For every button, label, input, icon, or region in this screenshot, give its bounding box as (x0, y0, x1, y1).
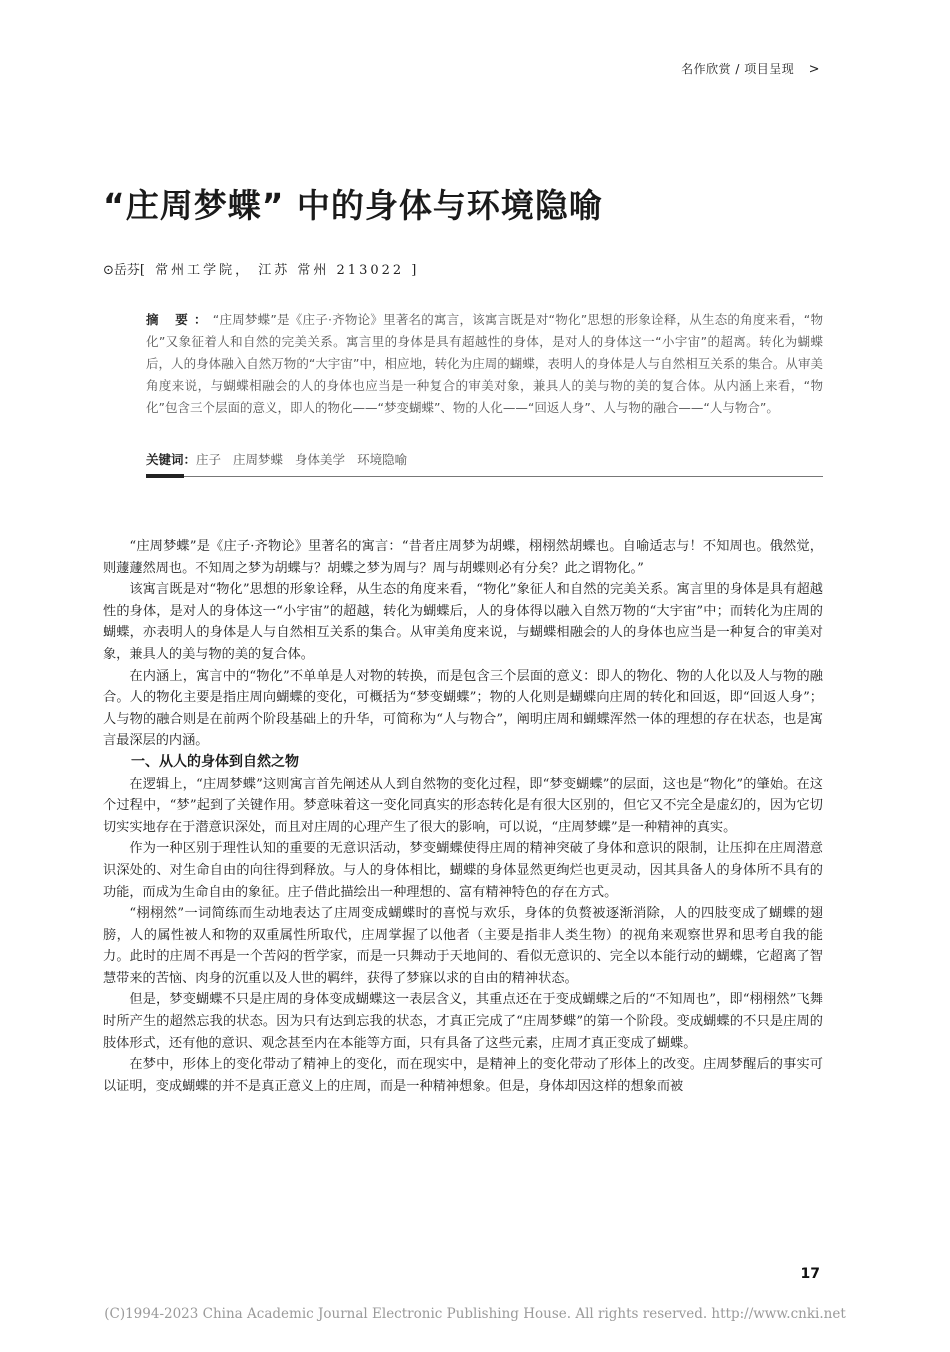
divider-accent (146, 474, 184, 478)
body-paragraph: 该寓言既是对“物化”思想的形象诠释，从生态的角度来看，“物化”象征人和自然的完美关系。寓言里的身体是具有超越性的身体，是对人的身体这一“小宇宙”的超越，转化为蝴蝶后，人的身体得以融入自然万物的“大宇宙”中；而转化为庄周的蝴蝶，亦表明人的身体是人与自然相互关系的集合。从审美角度来说，与蝴蝶相融会的人的身体也应当是一种复合的审美对象，兼具人的美与物的美的复合体。 (103, 582, 823, 662)
author-mark: ⊙ (103, 263, 114, 278)
keyword: 庄子 (196, 452, 222, 467)
article-body (103, 536, 823, 1097)
page-number: 17 (800, 1266, 820, 1282)
keywords-label: 关键词： (146, 452, 197, 467)
body-paragraph: 在逻辑上，“庄周梦蝶”这则寓言首先阐述从人到自然物的变化过程，即“梦变蝴蝶”的层面，这也是“物化”的肇始。在这个过程中，“梦”起到了关键作用。梦意味着这一变化同真实的形态转化是有很大区别的，但它又不完全是虚幻的，因为它切切实实地存在于潜意识深处，而且对庄周的心理产生了很大的影响，可以说，“庄周梦蝶”是一种精神的真实。 (103, 776, 823, 835)
body-paragraph: “栩栩然”一词简练而生动地表达了庄周变成蝴蝶时的喜悦与欢乐，身体的负赘被逐渐消除，人的四肢变成了蝴蝶的翅膀，人的属性被人和物的双重属性所取代，庄周掌握了以他者（主要是指非人类生物）的视角来观察世界和思考自我的能力。此时的庄周不再是一个苦闷的哲学家，而是一只舞动于天地间的、看似无意识的、完全以本能行动的蝴蝶，它超离了智慧带来的苦恼、肉身的沉重以及人世的羁绊，获得了梦寐以求的自由的精神状态。 (103, 906, 823, 986)
chevron-right-icon: > (808, 62, 820, 77)
keyword: 环境隐喻 (357, 452, 408, 467)
keyword: 庄周梦蝶 (233, 452, 284, 467)
divider (146, 476, 823, 477)
abstract (146, 309, 823, 419)
body-paragraph: 但是，梦变蝴蝶不只是庄周的身体变成蝴蝶这一表层含义，其重点还在于变成蝴蝶之后的“不知周也”，即“栩栩然”飞舞时所产生的超然忘我的状态。因为只有达到忘我的状态，才真正完成了“庄周梦蝶”的第一个阶段。变成蝴蝶的不只是庄周的肢体形式，还有他的意识、观念甚至内在本能等方面，只有具备了这些元素，庄周才真正变成了蝴蝶。 (103, 992, 823, 1051)
abstract-text: “庄周梦蝶”是《庄子·齐物论》里著名的寓言，该寓言既是对“物化”思想的形象诠释，从生态的角度来看，“物化”又象征着人和自然的完美关系。寓言里的身体是具有超越性的身体，是对人的身体这一“小宇宙”的超离。转化为蝴蝶后，人的身体融入自然万物的“大宇宙”中，相应地，转化为庄周的蝴蝶，表明人的身体是人与自然相互关系的集合。从审美角度来说，与蝴蝶相融会的人的身体也应当是一种复合的审美对象，兼具人的美与物的美的复合体。从内涵上来看，“物化”包含三个层面的意义，即人的物化——“梦变蝴蝶”、物的人化——“回返人身”、人与物的融合——“人与物合”。 (146, 312, 823, 415)
keywords (146, 450, 419, 468)
abstract-label: 摘 要： (146, 312, 213, 327)
article-title: “庄周梦蝶” 中的身体与环境隐喻 (103, 186, 603, 225)
copyright-notice: (C)1994-2023 China Academic Journal Electronic Publishing House. All rights reserved. http://www.cnki.net (104, 1306, 846, 1322)
author-name: 岳芬 (113, 263, 140, 278)
body-paragraph: 在内涵上，寓言中的“物化”不单单是人对物的转换，而是包含三个层面的意义：即人的物化、物的人化以及人与物的融合。人的物化主要是指庄周向蝴蝶的变化，可概括为“梦变蝴蝶”；物的人化则是蝴蝶向庄周的转化和回返，即“回返人身”；人与物的融合则是在前两个阶段基础上的升华，可简称为“人与物合”，阐明庄周和蝴蝶浑然一体的理想的存在状态，也是寓言最深层的内涵。 (103, 668, 823, 749)
section-label: 名作欣赏 / 项目呈现 (681, 62, 795, 76)
author-affiliation: [ 常州工学院， 江苏 常州 213022 ] (139, 263, 420, 278)
author-line (103, 259, 419, 278)
running-header (681, 60, 820, 77)
body-paragraph: “庄周梦蝶”是《庄子·齐物论》里著名的寓言：“昔者庄周梦为胡蝶，栩栩然胡蝶也。自喻适志与！不知周也。俄然觉，则蘧蘧然周也。不知周之梦为胡蝶与？胡蝶之梦为周与？周与胡蝶则必有分矣？此之谓物化。” (103, 539, 823, 576)
body-paragraph: 在梦中，形体上的变化带动了精神上的变化，而在现实中，是精神上的变化带动了形体上的改变。庄周梦醒后的事实可以证明，变成蝴蝶的并不是真正意义上的庄周，而是一种精神想象。但是，身体却因这样的想象而被 (103, 1057, 823, 1094)
body-paragraph: 作为一种区别于理性认知的重要的无意识活动，梦变蝴蝶使得庄周的精神突破了身体和意识的限制，让压抑在庄周潜意识深处的、对生命自由的向往得到释放。与人的身体相比，蝴蝶的身体显然更绚烂也更灵动，因其具备人的身体所不具有的功能，而成为生命自由的象征。庄子借此描绘出一种理想的、富有精神特色的存在方式。 (103, 841, 823, 900)
section-heading: 一、从人的身体到自然之物 (131, 753, 299, 770)
keyword: 身体美学 (295, 452, 346, 467)
